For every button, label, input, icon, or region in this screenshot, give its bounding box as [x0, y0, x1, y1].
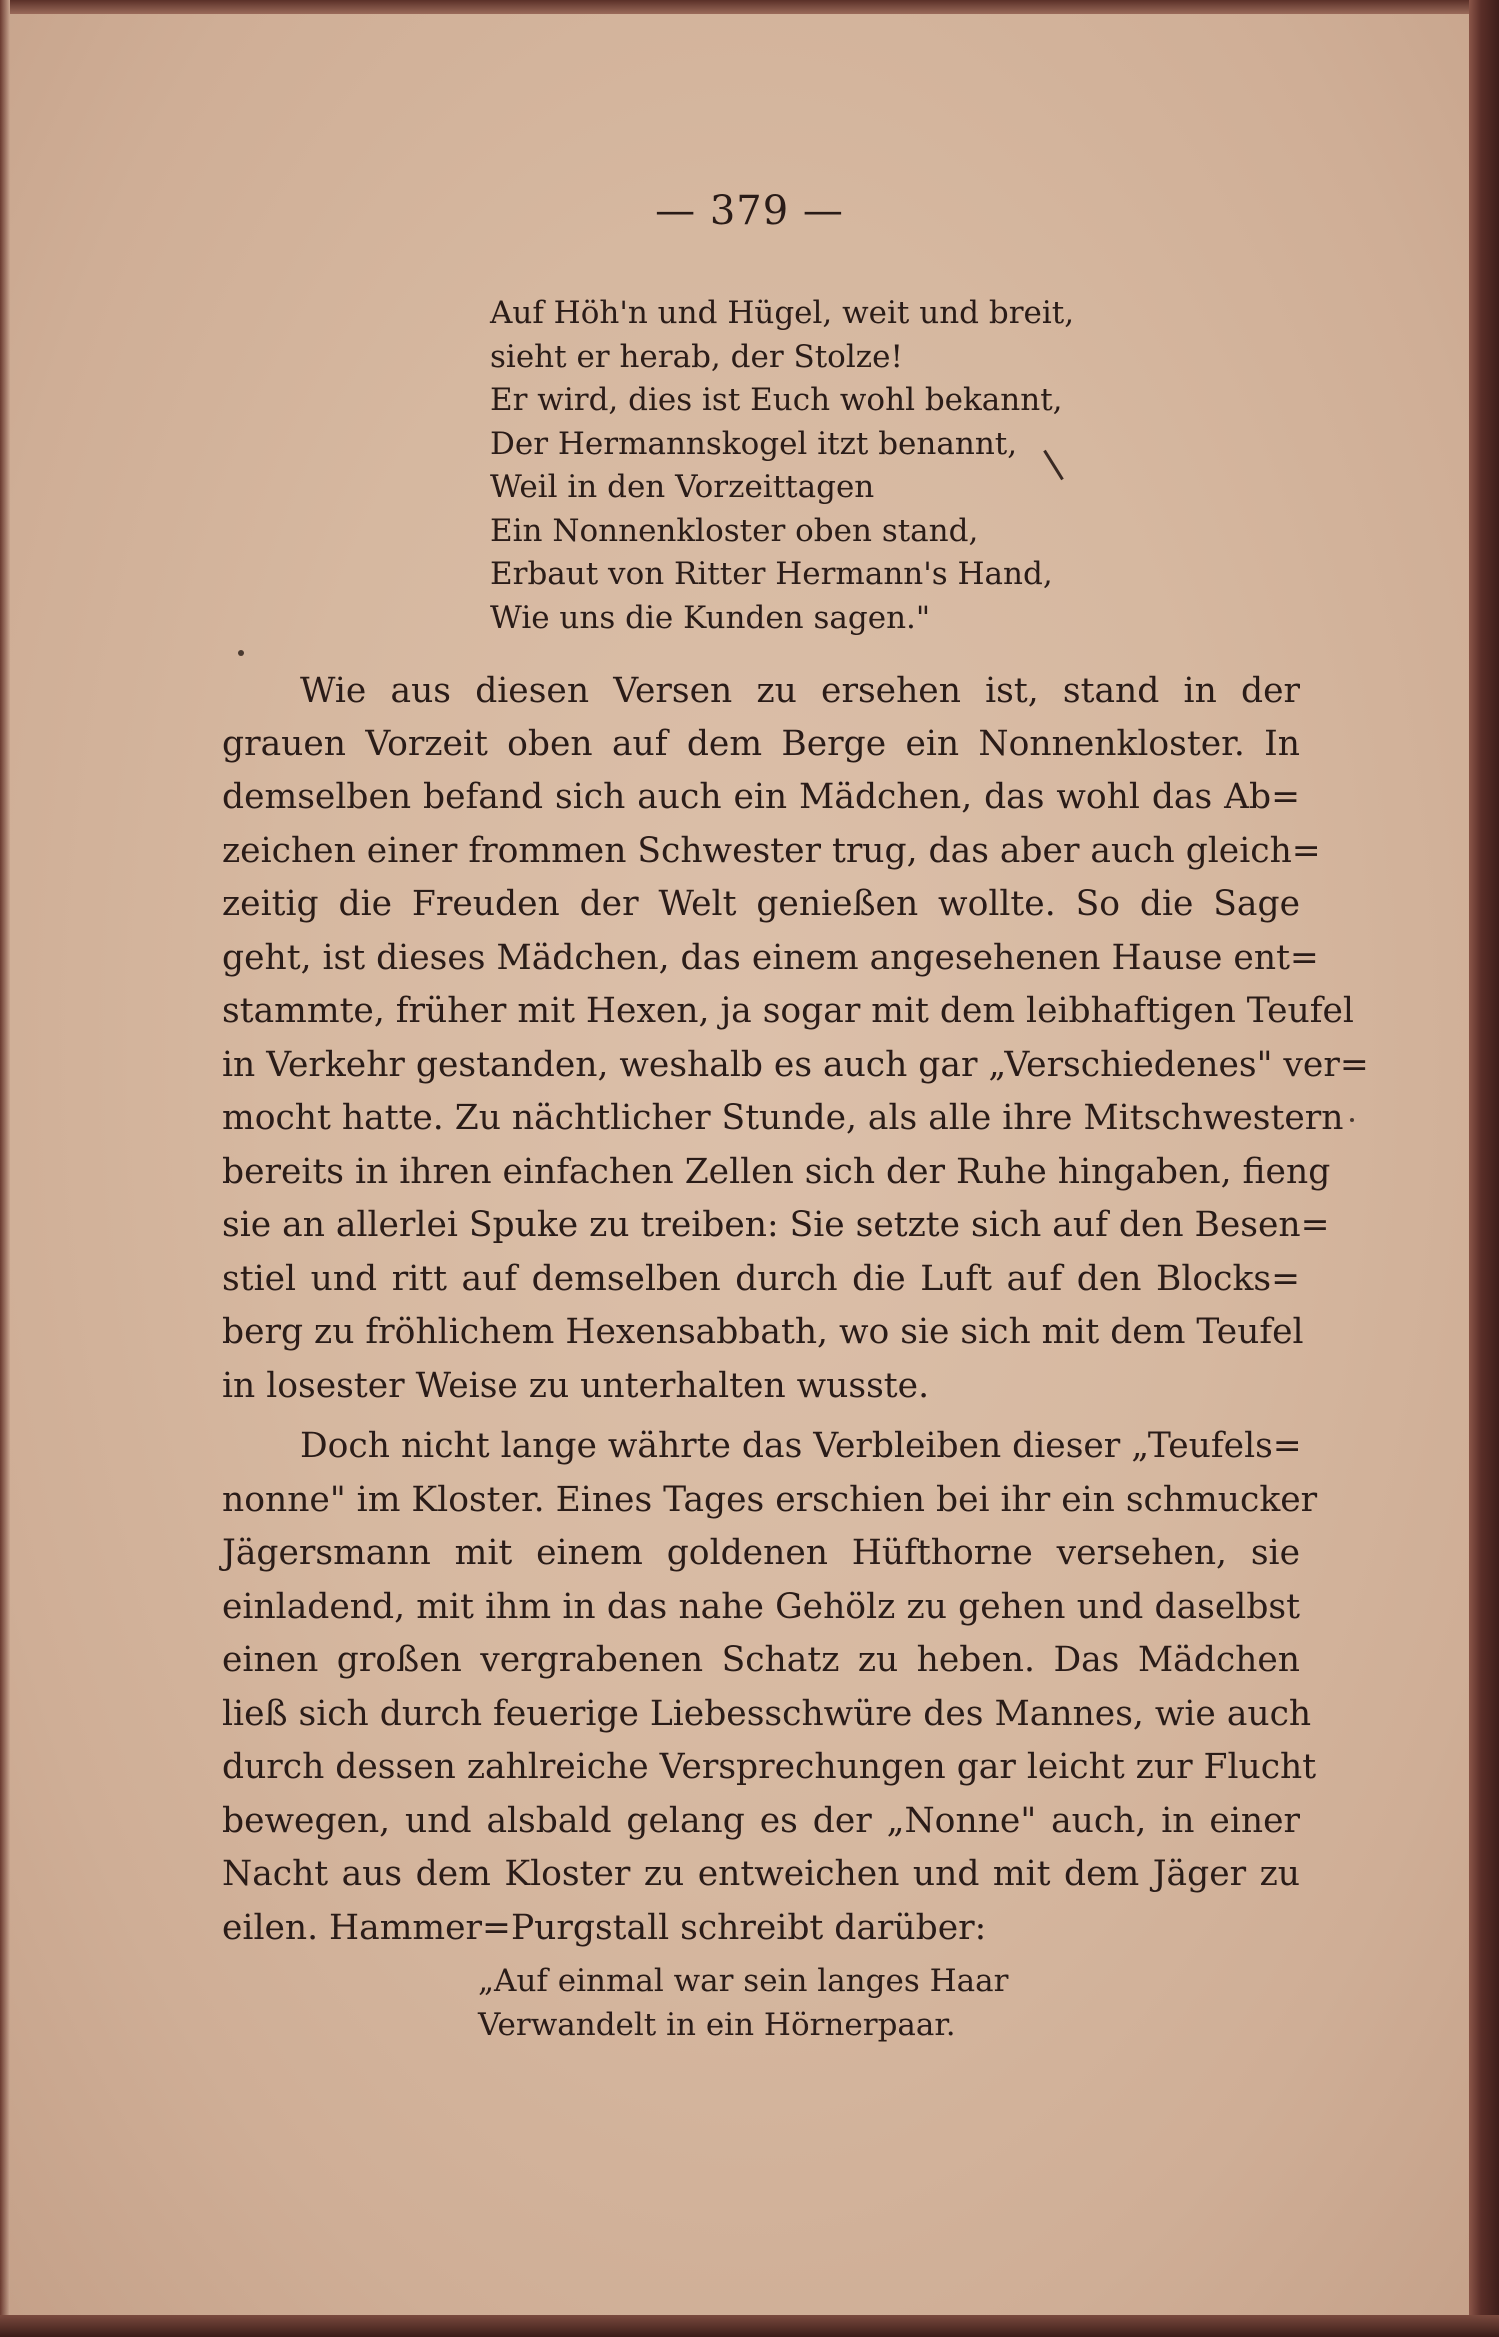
paper-speck: [1350, 1118, 1354, 1122]
prose-line: mocht hatte. Zu nächtlicher Stunde, als alle ihre Mitschwestern: [222, 1098, 1344, 1138]
prose-line: zeitig die Freuden der Welt genießen wollte. So die Sage: [222, 884, 1300, 924]
verse-line: Auf Höh'n und Hügel, weit und breit,: [490, 295, 1075, 331]
prose-line: demselben befand sich auch ein Mädchen, das wohl das Ab=: [222, 777, 1300, 817]
verse-line: sieht er herab, der Stolze!: [490, 338, 903, 375]
prose-line: durch dessen zahlreiche Versprechungen gar leicht zur Flucht: [222, 1747, 1317, 1787]
prose-line: berg zu fröhlichem Hexensabbath, wo sie sich mit dem Teufel: [222, 1312, 1304, 1352]
prose-line: stammte, früher mit Hexen, ja sogar mit dem leibhaftigen Teufel: [222, 991, 1354, 1031]
verse-top: [490, 292, 1074, 640]
prose-line: bewegen, und alsbald gelang es der „Nonne" auch, in einer: [222, 1801, 1300, 1841]
prose-line: geht, ist dieses Mädchen, das einem angesehenen Hause ent=: [222, 938, 1319, 978]
prose-line: in Verkehr gestanden, weshalb es auch gar „Verschiedenes" ver=: [222, 1045, 1369, 1085]
verse-line: Ein Nonnenkloster oben stand,: [490, 512, 979, 549]
verse-line: Weil in den Vorzeittagen: [490, 469, 875, 505]
book-cover-edge: [1469, 0, 1499, 2337]
page-number: — 379 —: [655, 188, 844, 234]
prose-line: eilen. Hammer=Purgstall schreibt darüber:: [222, 1908, 987, 1948]
verse-line: Wie uns die Kunden sagen.": [490, 599, 931, 636]
prose-line: einen großen vergrabenen Schatz zu heben. Das Mädchen: [222, 1640, 1300, 1680]
verse-line: Er wird, dies ist Euch wohl bekannt,: [490, 382, 1063, 418]
prose-line: zeichen einer frommen Schwester trug, das aber auch gleich=: [222, 831, 1321, 871]
verse-line: „Auf einmal war sein langes Haar: [478, 1963, 1009, 1999]
prose-line: Doch nicht lange währte das Verbleiben dieser „Teufels=: [300, 1426, 1302, 1466]
prose-line: in losester Weise zu unterhalten wusste.: [222, 1366, 930, 1406]
prose-line: bereits in ihren einfachen Zellen sich der Ruhe hingaben, fieng: [222, 1152, 1331, 1192]
prose-line: grauen Vorzeit oben auf dem Berge ein Nonnenkloster. In: [222, 724, 1300, 764]
prose-line: Jägersmann mit einem goldenen Hüfthorne versehen, sie: [222, 1533, 1300, 1573]
verse-bottom: [478, 1960, 1008, 2047]
prose-line: nonne" im Kloster. Eines Tages erschien bei ihr ein schmucker: [222, 1480, 1318, 1520]
prose-line: ließ sich durch feuerige Liebesschwüre des Mannes, wie auch: [222, 1694, 1312, 1734]
paper-speck: [238, 650, 244, 656]
page-left-edge: [0, 0, 10, 2337]
page-top-edge: [0, 0, 1499, 14]
verse-line: Verwandelt in ein Hörnerpaar.: [478, 2006, 956, 2043]
verse-line: Der Hermannskogel itzt benannt,: [490, 425, 1018, 462]
page-bottom-edge: [0, 2315, 1499, 2337]
verse-line: Erbaut von Ritter Hermann's Hand,: [490, 556, 1053, 592]
prose-line: sie an allerlei Spuke zu treiben: Sie setzte sich auf den Besen=: [222, 1205, 1330, 1245]
prose-line: einladend, mit ihm in das nahe Gehölz zu gehen und daselbst: [222, 1587, 1300, 1627]
prose-line: Wie aus diesen Versen zu ersehen ist, stand in der: [300, 671, 1300, 711]
prose-line: Nacht aus dem Kloster zu entweichen und mit dem Jäger zu: [222, 1854, 1300, 1894]
prose-line: stiel und ritt auf demselben durch die Luft auf den Blocks=: [222, 1259, 1300, 1299]
